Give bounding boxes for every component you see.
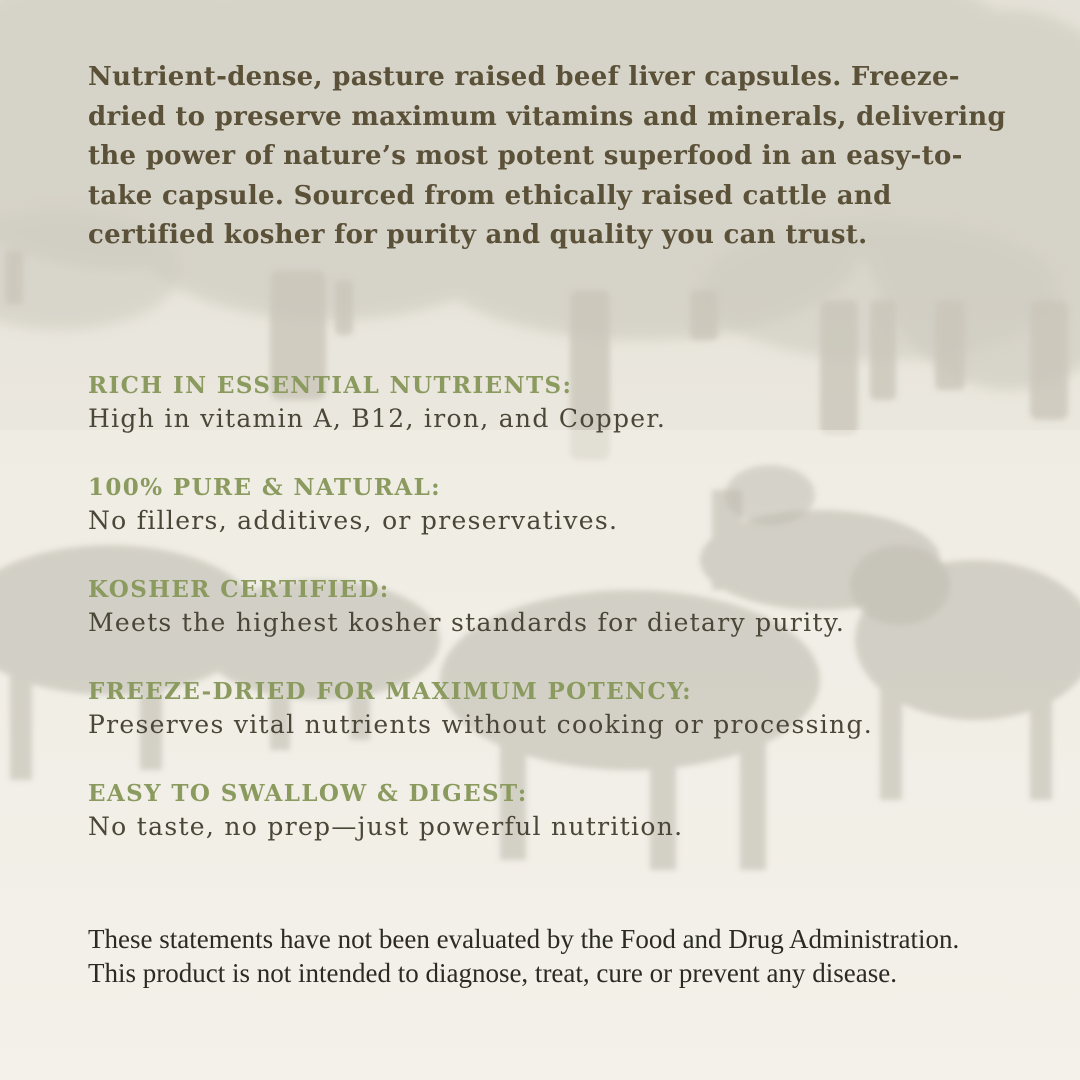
feature-description: No taste, no prep—just powerful nutrition. xyxy=(88,812,684,841)
feature-title: FREEZE-DRIED FOR MAXIMUM POTENCY: xyxy=(88,678,693,705)
fda-disclaimer: These statements have not been evaluated by the Food and Drug Administration. This product is not intended to diagnose, treat, cure or prevent any disease. xyxy=(88,924,960,988)
feature-title: 100% PURE & NATURAL: xyxy=(88,474,442,501)
feature-description: No fillers, additives, or preservatives. xyxy=(88,506,619,535)
feature-description: Preserves vital nutrients without cooking or processing. xyxy=(88,710,874,739)
feature-item xyxy=(88,778,1038,880)
feature-description: Meets the highest kosher standards for dietary purity. xyxy=(88,608,846,637)
feature-title: RICH IN ESSENTIAL NUTRIENTS: xyxy=(88,372,573,399)
feature-item xyxy=(88,574,1038,676)
feature-item xyxy=(88,676,1038,778)
feature-description: High in vitamin A, B12, iron, and Copper. xyxy=(88,404,667,433)
intro-paragraph: Nutrient-dense, pasture raised beef liver capsules. Freeze-dried to preserve maximum vitamins and minerals, delivering the power of nature’s most potent superfood in an easy-to-take capsule. Sourced from ethically raised cattle and certified kosher for purity and quality you can trust. xyxy=(88,62,1006,250)
feature-title: KOSHER CERTIFIED: xyxy=(88,576,390,603)
feature-item xyxy=(88,472,1038,574)
feature-list xyxy=(88,370,1038,880)
feature-title: EASY TO SWALLOW & DIGEST: xyxy=(88,780,528,807)
feature-item xyxy=(88,370,1038,472)
